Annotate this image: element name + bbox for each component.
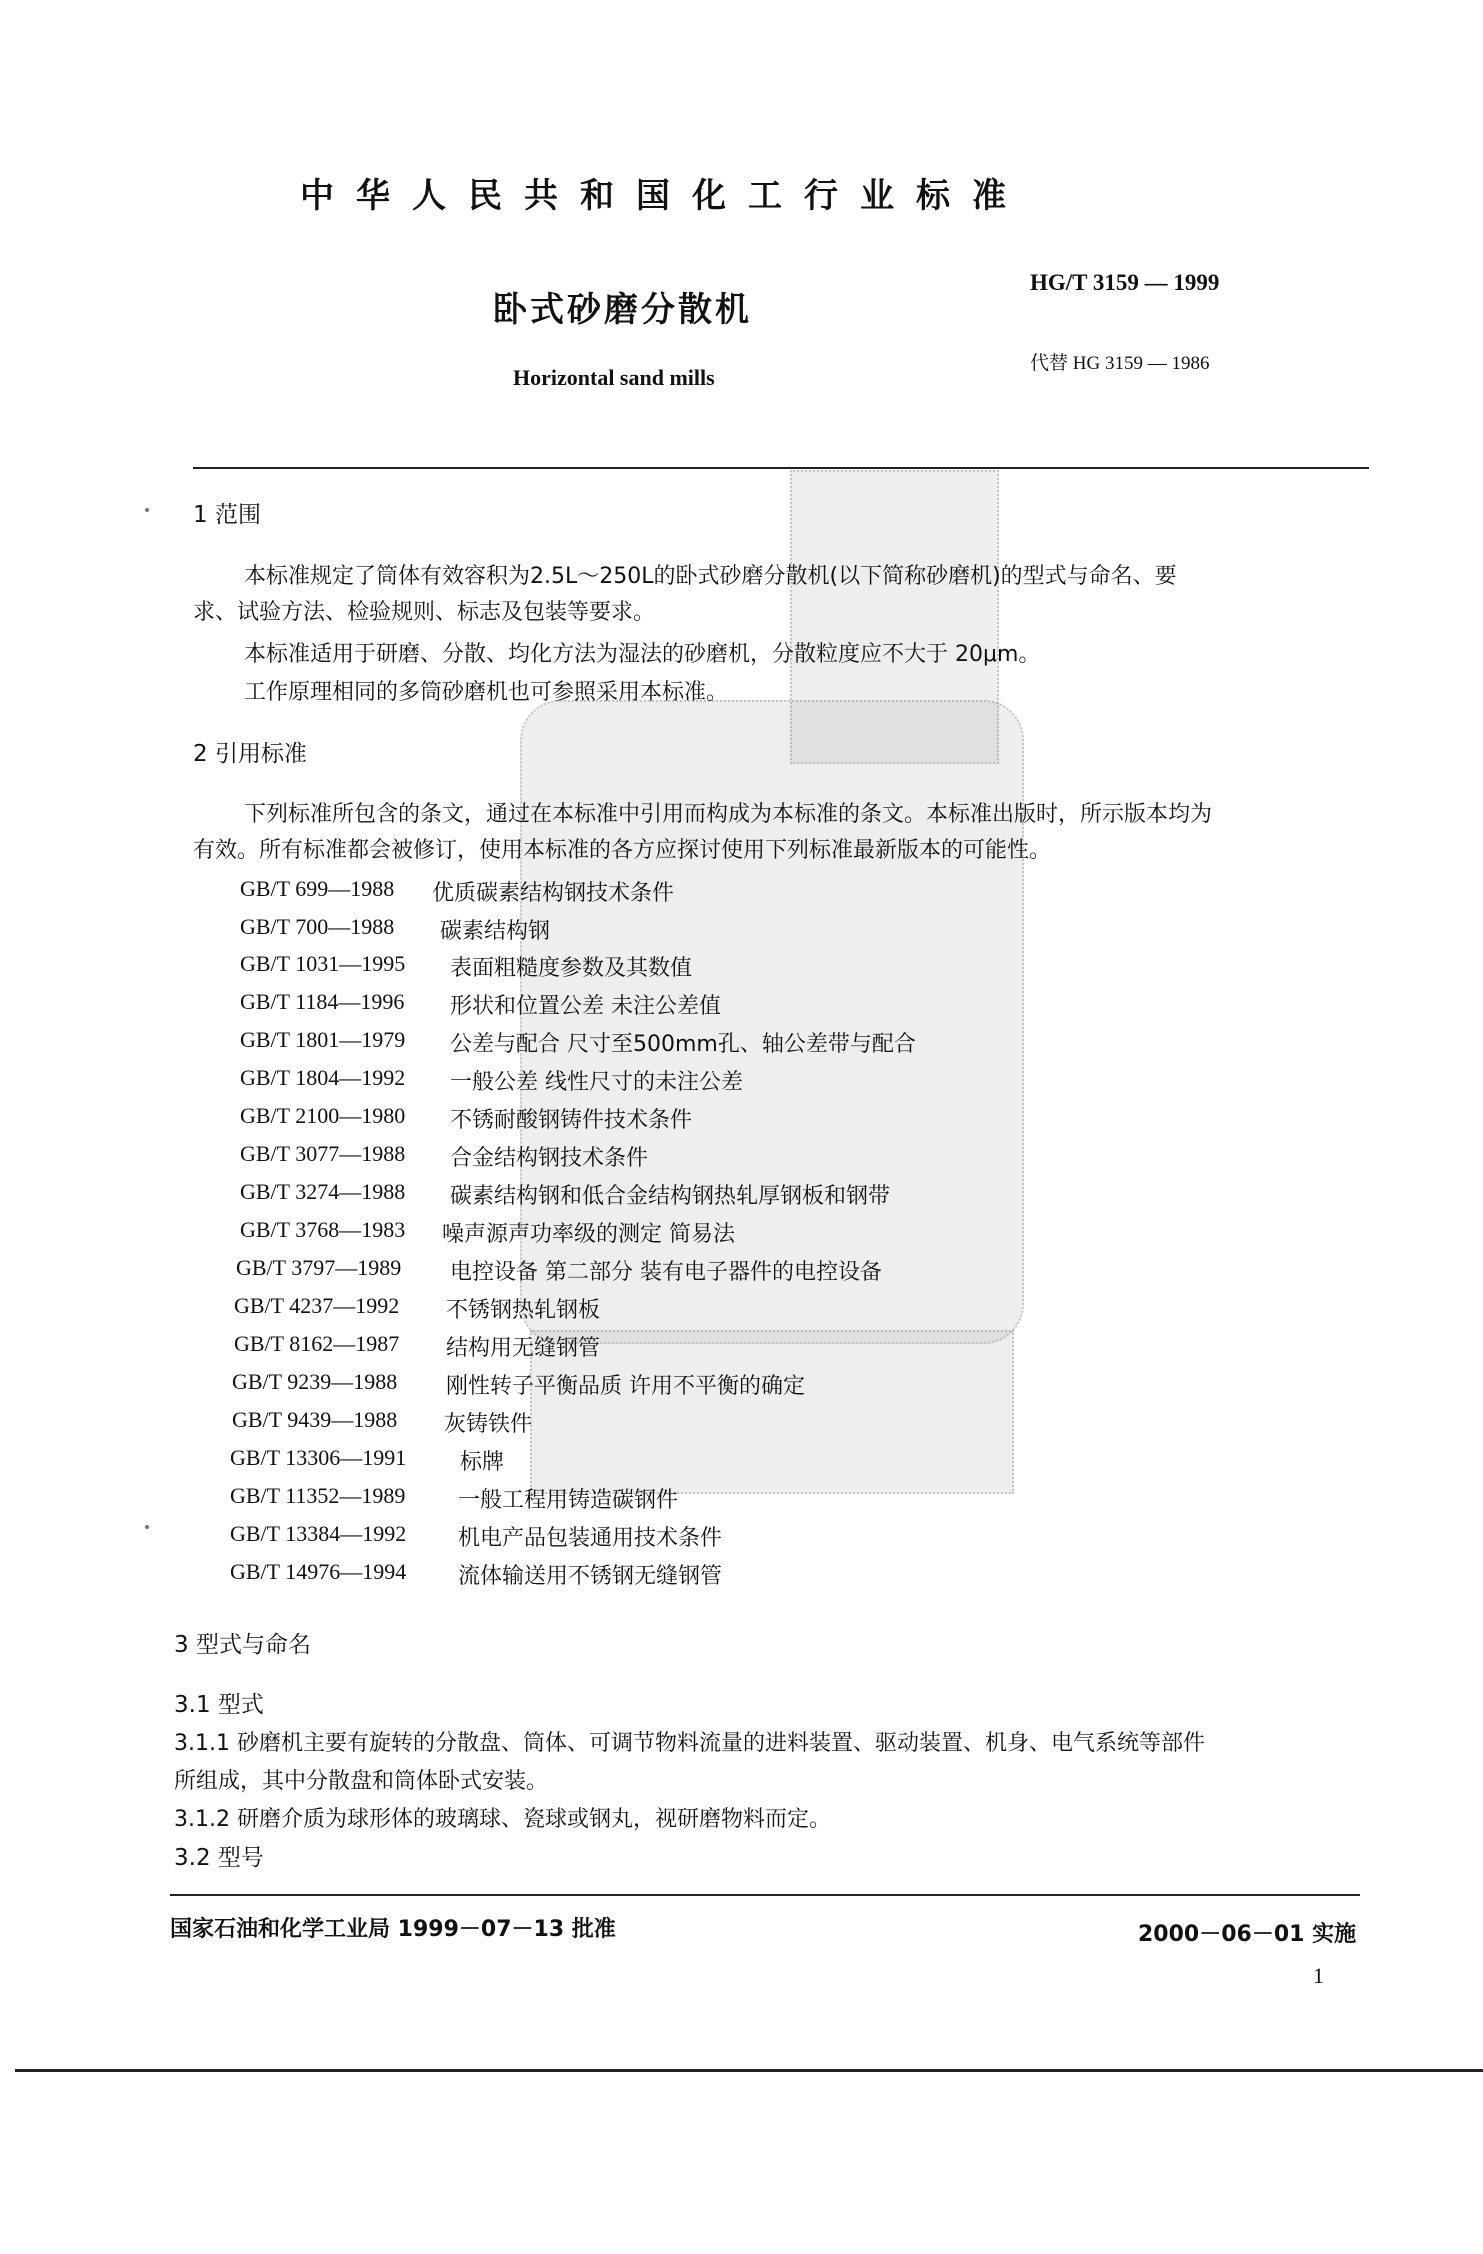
reference-item bbox=[234, 1293, 399, 1319]
reference-item bbox=[240, 1141, 405, 1167]
reference-title: 不锈钢热轧钢板 bbox=[446, 1298, 601, 1323]
reference-title: 碳素结构钢 bbox=[440, 919, 551, 944]
reference-code: GB/T 1031—1995 bbox=[240, 951, 406, 976]
reference-item bbox=[230, 1483, 405, 1509]
reference-item bbox=[230, 1521, 406, 1547]
footer-rule bbox=[170, 1894, 1360, 1896]
reference-code: GB/T 13306—1991 bbox=[230, 1445, 407, 1470]
reference-item bbox=[240, 914, 394, 940]
reference-code: GB/T 3274—1988 bbox=[240, 1179, 406, 1204]
section-1-paragraph-2: 本标准适用于研磨、分散、均化方法为湿法的砂磨机，分散粒度应不大于 20μm。 bbox=[244, 642, 1041, 667]
reference-title: 机电产品包装通用技术条件 bbox=[458, 1526, 723, 1551]
reference-code: GB/T 13384—1992 bbox=[230, 1521, 407, 1546]
reference-title: 标牌 bbox=[460, 1450, 505, 1475]
reference-title: 流体输送用不锈钢无缝钢管 bbox=[458, 1564, 723, 1589]
header-rule bbox=[193, 467, 1369, 469]
reference-title: 公差与配合 尺寸至500mm孔、轴公差带与配合 bbox=[450, 1032, 916, 1057]
reference-item bbox=[240, 989, 404, 1015]
reference-code: GB/T 8162—1987 bbox=[234, 1331, 400, 1356]
section-1-paragraph-3: 工作原理相同的多筒砂磨机也可参照采用本标准。 bbox=[244, 680, 729, 705]
scan-speck bbox=[145, 1525, 149, 1529]
reference-code: GB/T 9239—1988 bbox=[232, 1369, 398, 1394]
section-1-paragraph-1-line-2: 求、试验方法、检验规则、标志及包装等要求。 bbox=[193, 600, 656, 625]
org-title: 中华人民共和国化工行业标准 bbox=[300, 176, 1028, 216]
approval-statement: 国家石油和化学工业局 1999－07－13 批准 bbox=[170, 1917, 616, 1942]
section-1-heading: 1 范围 bbox=[193, 502, 261, 528]
section-3-1-1-line-2: 所组成，其中分散盘和筒体卧式安装。 bbox=[174, 1769, 549, 1794]
reference-item bbox=[232, 1407, 397, 1433]
page-bottom-rule bbox=[15, 2069, 1483, 2072]
reference-title: 刚性转子平衡品质 许用不平衡的确定 bbox=[446, 1374, 805, 1399]
watermark-stamp-bottom bbox=[530, 1330, 1014, 1494]
reference-title: 灰铸铁件 bbox=[444, 1412, 533, 1437]
section-1-paragraph-1-line-1: 本标准规定了筒体有效容积为2.5L～250L的卧式砂磨分散机(以下简称砂磨机)的型式与命名、要 bbox=[244, 564, 1177, 589]
section-2-heading: 2 引用标准 bbox=[193, 741, 307, 767]
reference-item bbox=[232, 1369, 397, 1395]
scan-speck bbox=[145, 508, 149, 512]
section-3-1-1-line-1: 3.1.1 砂磨机主要有旋转的分散盘、筒体、可调节物料流量的进料装置、驱动装置、机身、电气系统等部件 bbox=[174, 1731, 1205, 1756]
reference-code: GB/T 3797—1989 bbox=[236, 1255, 402, 1280]
reference-item bbox=[240, 1027, 405, 1053]
reference-item bbox=[240, 1179, 405, 1205]
reference-title: 碳素结构钢和低合金结构钢热轧厚钢板和钢带 bbox=[450, 1184, 891, 1209]
reference-code: GB/T 9439—1988 bbox=[232, 1407, 398, 1432]
reference-code: GB/T 700—1988 bbox=[240, 914, 395, 939]
reference-item bbox=[240, 1103, 405, 1129]
reference-title: 优质碳素结构钢技术条件 bbox=[432, 881, 675, 906]
reference-title: 一般公差 线性尺寸的未注公差 bbox=[450, 1070, 743, 1095]
section-2-paragraph-line-2: 有效。所有标准都会被修订，使用本标准的各方应探讨使用下列标准最新版本的可能性。 bbox=[193, 838, 1052, 863]
reference-item bbox=[230, 1445, 406, 1471]
replaced-standard: 代替 HG 3159 — 1986 bbox=[1030, 353, 1210, 374]
document-subtitle: Horizontal sand mills bbox=[513, 365, 715, 390]
reference-code: GB/T 1804—1992 bbox=[240, 1065, 406, 1090]
standard-number: HG/T 3159 — 1999 bbox=[1030, 270, 1220, 295]
reference-item bbox=[230, 1559, 406, 1585]
section-3-1-2: 3.1.2 研磨介质为球形体的玻璃球、瓷球或钢丸，视研磨物料而定。 bbox=[174, 1807, 831, 1832]
reference-code: GB/T 3077—1988 bbox=[240, 1141, 406, 1166]
reference-code: GB/T 1184—1996 bbox=[240, 989, 405, 1014]
reference-item bbox=[236, 1255, 401, 1281]
page-number: 1 bbox=[1313, 1963, 1324, 1988]
section-3-1-heading: 3.1 型式 bbox=[174, 1692, 264, 1718]
reference-item bbox=[240, 951, 405, 977]
reference-code: GB/T 4237—1992 bbox=[234, 1293, 400, 1318]
reference-code: GB/T 3768—1983 bbox=[240, 1217, 406, 1242]
reference-code: GB/T 11352—1989 bbox=[230, 1483, 406, 1508]
reference-title: 噪声源声功率级的测定 简易法 bbox=[442, 1222, 735, 1247]
reference-item bbox=[234, 1331, 399, 1357]
reference-title: 形状和位置公差 未注公差值 bbox=[450, 994, 721, 1019]
reference-title: 表面粗糙度参数及其数值 bbox=[450, 956, 693, 981]
reference-code: GB/T 14976—1994 bbox=[230, 1559, 407, 1584]
reference-item bbox=[240, 876, 394, 902]
reference-item bbox=[240, 1217, 405, 1243]
section-2-paragraph-line-1: 下列标准所包含的条文，通过在本标准中引用而构成为本标准的条文。本标准出版时，所示版本均为 bbox=[244, 802, 1213, 827]
reference-title: 结构用无缝钢管 bbox=[446, 1336, 601, 1361]
reference-title: 不锈耐酸钢铸件技术条件 bbox=[450, 1108, 693, 1133]
reference-code: GB/T 2100—1980 bbox=[240, 1103, 406, 1128]
reference-title: 电控设备 第二部分 装有电子器件的电控设备 bbox=[450, 1260, 882, 1285]
section-3-2-heading: 3.2 型号 bbox=[174, 1845, 264, 1871]
reference-item bbox=[240, 1065, 405, 1091]
document-title: 卧式砂磨分散机 bbox=[493, 290, 752, 330]
effective-date: 2000－06－01 实施 bbox=[1138, 1922, 1357, 1947]
reference-title: 一般工程用铸造碳钢件 bbox=[458, 1488, 679, 1513]
reference-code: GB/T 1801—1979 bbox=[240, 1027, 406, 1052]
reference-code: GB/T 699—1988 bbox=[240, 876, 395, 901]
section-3-heading: 3 型式与命名 bbox=[174, 1632, 311, 1658]
reference-title: 合金结构钢技术条件 bbox=[450, 1146, 649, 1171]
